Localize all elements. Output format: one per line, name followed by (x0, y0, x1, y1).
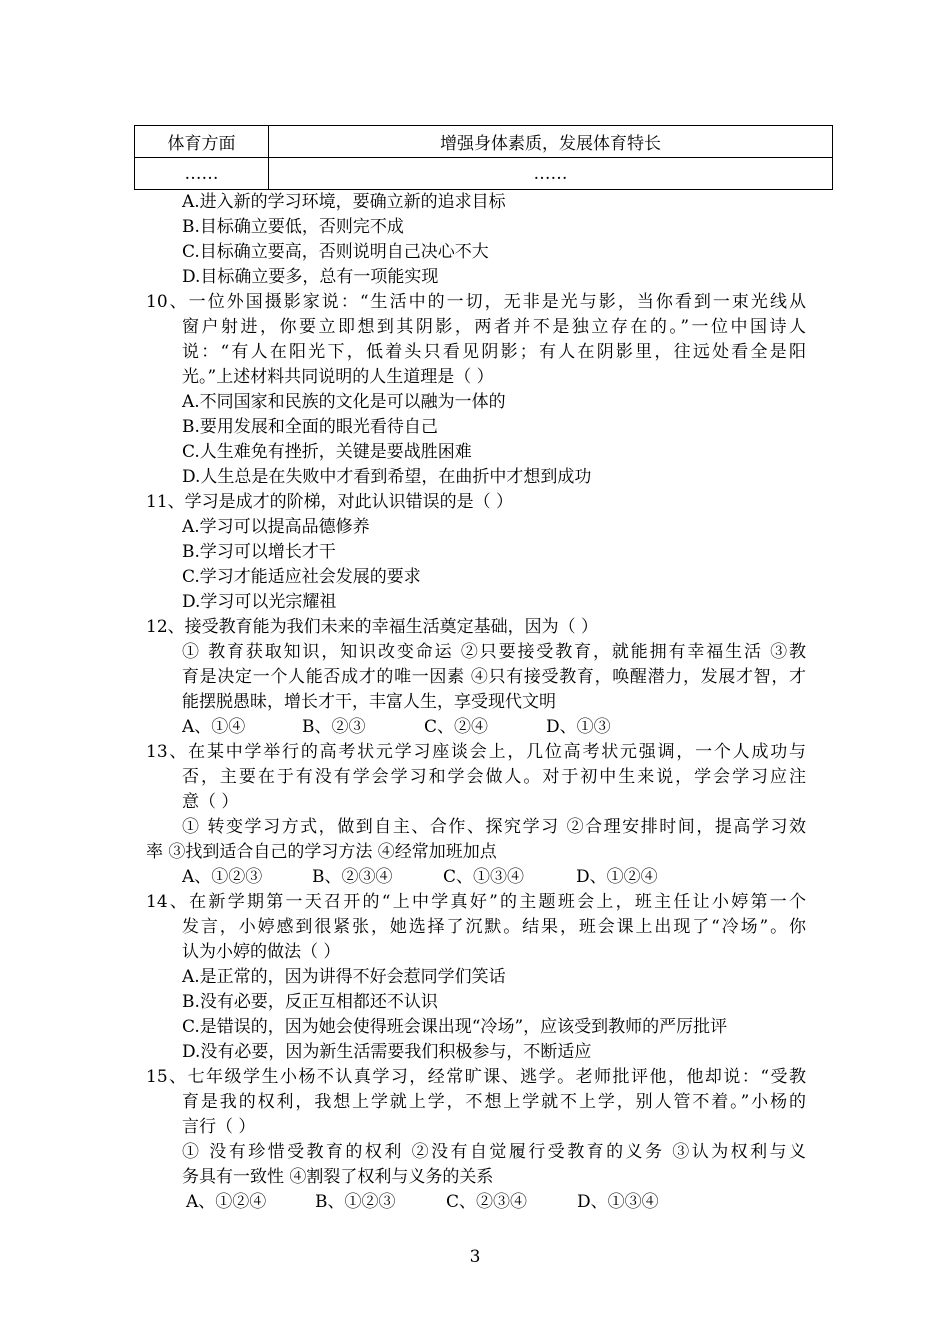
question-12-line: 能摆脱愚昧，增长才干，丰富人生，享受现代文明 (182, 692, 556, 712)
option-c: C.是错误的，因为她会使得班会课出现“冷场”，应该受到教师的严厉批评 (182, 1017, 728, 1037)
question-10-line: 窗户射进，你要立即想到其阴影，两者并不是独立存在的。”一位中国诗人 (182, 317, 806, 337)
question-12-line: ① 教育获取知识，知识改变命运 ②只要接受教育，就能拥有幸福生活 ③教 (182, 642, 806, 662)
choice-c: C、①③④ (443, 867, 525, 887)
option-c: C.目标确立要高，否则说明自己决心不大 (182, 242, 489, 262)
option-d: D.目标确立要多，总有一项能实现 (182, 267, 439, 287)
question-14-line: 认为小婷的做法（ ） (182, 942, 341, 962)
table-cell: 增强身体素质，发展体育特长 (269, 126, 833, 158)
option-a: A.不同国家和民族的文化是可以融为一体的 (182, 392, 506, 412)
question-12-line: 育是决定一个人能否成才的唯一因素 ④只有接受教育，唤醒潜力，发展才智，才 (182, 667, 806, 687)
table-cell: 体育方面 (135, 126, 269, 158)
question-11-line: 11、学习是成才的阶梯，对此认识错误的是（ ） (146, 492, 514, 512)
option-b: B.学习可以增长才干 (182, 542, 336, 562)
question-13-line: 意（ ） (182, 792, 239, 812)
question-15-line: ① 没有珍惜受教育的权利 ②没有自觉履行受教育的义务 ③认为权利与义 (182, 1142, 806, 1162)
option-a: A.进入新的学习环境，要确立新的追求目标 (182, 192, 506, 212)
option-b: B.目标确立要低，否则完不成 (182, 217, 404, 237)
question-14-line: 发言，小婷感到很紧张，她选择了沉默。结果，班会课上出现了“冷场”。你 (182, 917, 806, 937)
question-13-line: 率 ③找到适合自己的学习方法 ④经常加班加点 (146, 842, 497, 862)
choice-b: B、②③④ (312, 867, 393, 887)
goal-table (134, 125, 833, 190)
table-cell: …… (269, 158, 833, 190)
option-c: C.人生难免有挫折，关键是要战胜困难 (182, 442, 472, 462)
option-d: D.没有必要，因为新生活需要我们积极参与，不断适应 (182, 1042, 592, 1062)
option-d: D.学习可以光宗耀祖 (182, 592, 337, 612)
question-13-line: 否，主要在于有没有学会学习和学会做人。对于初中生来说，学会学习应注 (182, 767, 806, 787)
choice-a: A、①④ (182, 717, 246, 737)
question-14-line: 14、在新学期第一天召开的“上中学真好”的主题班会上，班主任让小婷第一个 (146, 892, 806, 912)
table-cell: …… (135, 158, 269, 190)
choice-a: A、①②③ (182, 867, 263, 887)
question-13-line: 13、在某中学举行的高考状元学习座谈会上，几位高考状元强调，一个人成功与 (146, 742, 806, 762)
question-12-line: 12、接受教育能为我们未来的幸福生活奠定基础，因为（ ） (146, 617, 599, 637)
choice-c: C、②③④ (446, 1192, 528, 1212)
option-a: A.学习可以提高品德修养 (182, 517, 370, 537)
question-10-line: 说：“有人在阳光下，低着头只看见阴影；有人在阴影里，往远处看全是阳 (182, 342, 806, 362)
question-15-line: 育是我的权利，我想上学就上学，不想上学就不上学，别人管不着。”小杨的 (182, 1092, 806, 1112)
question-15-line: 15、七年级学生小杨不认真学习，经常旷课、逃学。老师批评他，他却说：“受教 (146, 1067, 806, 1087)
question-13-line: ① 转变学习方式，做到自主、合作、探究学习 ②合理安排时间，提高学习效 (182, 817, 806, 837)
option-a: A.是正常的，因为讲得不好会惹同学们笑话 (182, 967, 506, 987)
option-b: B.要用发展和全面的眼光看待自己 (182, 417, 438, 437)
choice-a: A、①②④ (186, 1192, 267, 1212)
page-number: 3 (469, 1247, 481, 1267)
question-10-line: 10、一位外国摄影家说：“生活中的一切，无非是光与影，当你看到一束光线从 (146, 292, 806, 312)
table-row (135, 126, 833, 158)
question-10-line: 光。”上述材料共同说明的人生道理是（ ） (182, 367, 494, 387)
option-c: C.学习才能适应社会发展的要求 (182, 567, 421, 587)
table-row (135, 158, 833, 190)
choice-d: D、①②④ (576, 867, 658, 887)
question-15-line: 言行（ ） (182, 1117, 256, 1137)
option-d: D.人生总是在失败中才看到希望，在曲折中才想到成功 (182, 467, 592, 487)
option-b: B.没有必要，反正互相都还不认识 (182, 992, 438, 1012)
question-15-line: 务具有一致性 ④割裂了权利与义务的关系 (182, 1167, 494, 1187)
choice-b: B、①②③ (315, 1192, 396, 1212)
choice-d: D、①③④ (577, 1192, 659, 1212)
choice-b: B、②③ (302, 717, 366, 737)
choice-c: C、②④ (424, 717, 489, 737)
choice-d: D、①③ (546, 717, 611, 737)
